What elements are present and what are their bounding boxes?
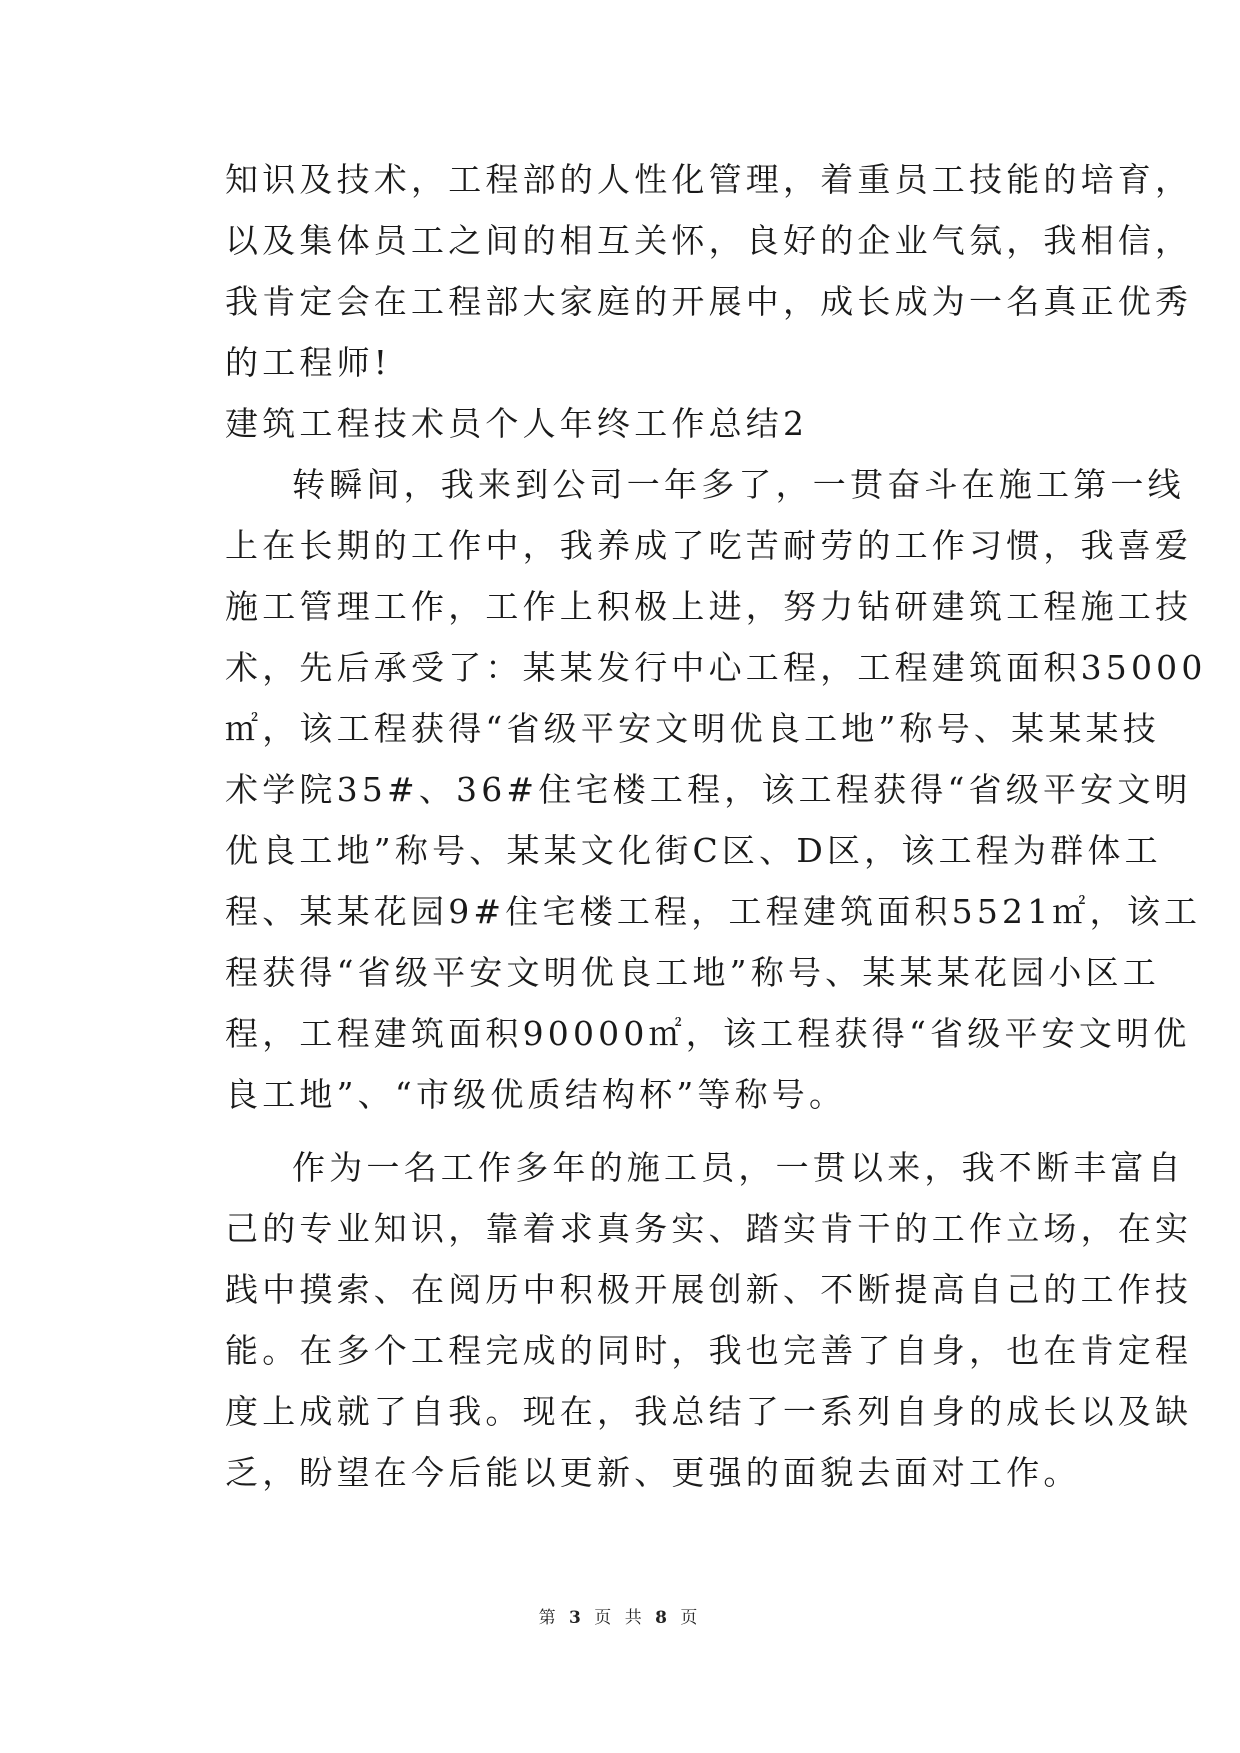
body-line: 以及集体员工之间的相互关怀，良好的企业气氛，我相信，: [225, 221, 1193, 260]
page-footer: [0, 1603, 1240, 1628]
body-line: 术学院35#、36#住宅楼工程，该工程获得“省级平安文明: [225, 770, 1192, 809]
current-page-number: 3: [569, 1608, 585, 1628]
footer-prefix: 第: [538, 1608, 560, 1628]
body-line: 乏，盼望在今后能以更新、更强的面貌去面对工作。: [225, 1453, 1081, 1492]
body-line: 践中摸索、在阅历中积极开展创新、不断提高自己的工作技: [225, 1270, 1193, 1309]
paragraph-start-line: 作为一名工作多年的施工员，一贯以来，我不断丰富自: [292, 1148, 1185, 1187]
body-line: 的工程师!: [225, 343, 392, 382]
footer-suffix: 页: [680, 1608, 702, 1628]
body-line: 施工管理工作，工作上积极上进，努力钻研建筑工程施工技: [225, 587, 1193, 626]
section-heading: 建筑工程技术员个人年终工作总结2: [225, 404, 809, 443]
body-line: 程获得“省级平安文明优良工地”称号、某某某花园小区工: [225, 953, 1160, 992]
footer-middle: 页 共: [594, 1608, 646, 1628]
body-line: 己的专业知识，靠着求真务实、踏实肯干的工作立场，在实: [225, 1209, 1193, 1248]
body-line: 上在长期的工作中，我养成了吃苦耐劳的工作习惯，我喜爱: [225, 526, 1193, 565]
body-line: ㎡，该工程获得“省级平安文明优良工地”称号、某某某技: [225, 709, 1160, 748]
body-line: 我肯定会在工程部大家庭的开展中，成长成为一名真正优秀: [225, 282, 1193, 321]
total-page-count: 8: [655, 1608, 671, 1628]
body-line: 良工地”、“市级优质结构杯”等称号。: [225, 1075, 847, 1114]
body-line: 度上成就了自我。现在，我总结了一系列自身的成长以及缺: [225, 1392, 1193, 1431]
paragraph-start-line: 转瞬间，我来到公司一年多了，一贯奋斗在施工第一线: [292, 465, 1185, 504]
body-line: 程，工程建筑面积90000㎡，该工程获得“省级平安文明优: [225, 1014, 1191, 1053]
body-line: 术，先后承受了：某某发行中心工程，工程建筑面积35000: [225, 648, 1207, 687]
body-line: 知识及技术，工程部的人性化管理，着重员工技能的培育，: [225, 160, 1193, 199]
body-line: 能。在多个工程完成的同时，我也完善了自身，也在肯定程: [225, 1331, 1193, 1370]
body-line: 优良工地”称号、某某文化街C区、D区，该工程为群体工: [225, 831, 1162, 870]
body-line: 程、某某花园9#住宅楼工程，工程建筑面积5521㎡，该工: [225, 892, 1202, 931]
